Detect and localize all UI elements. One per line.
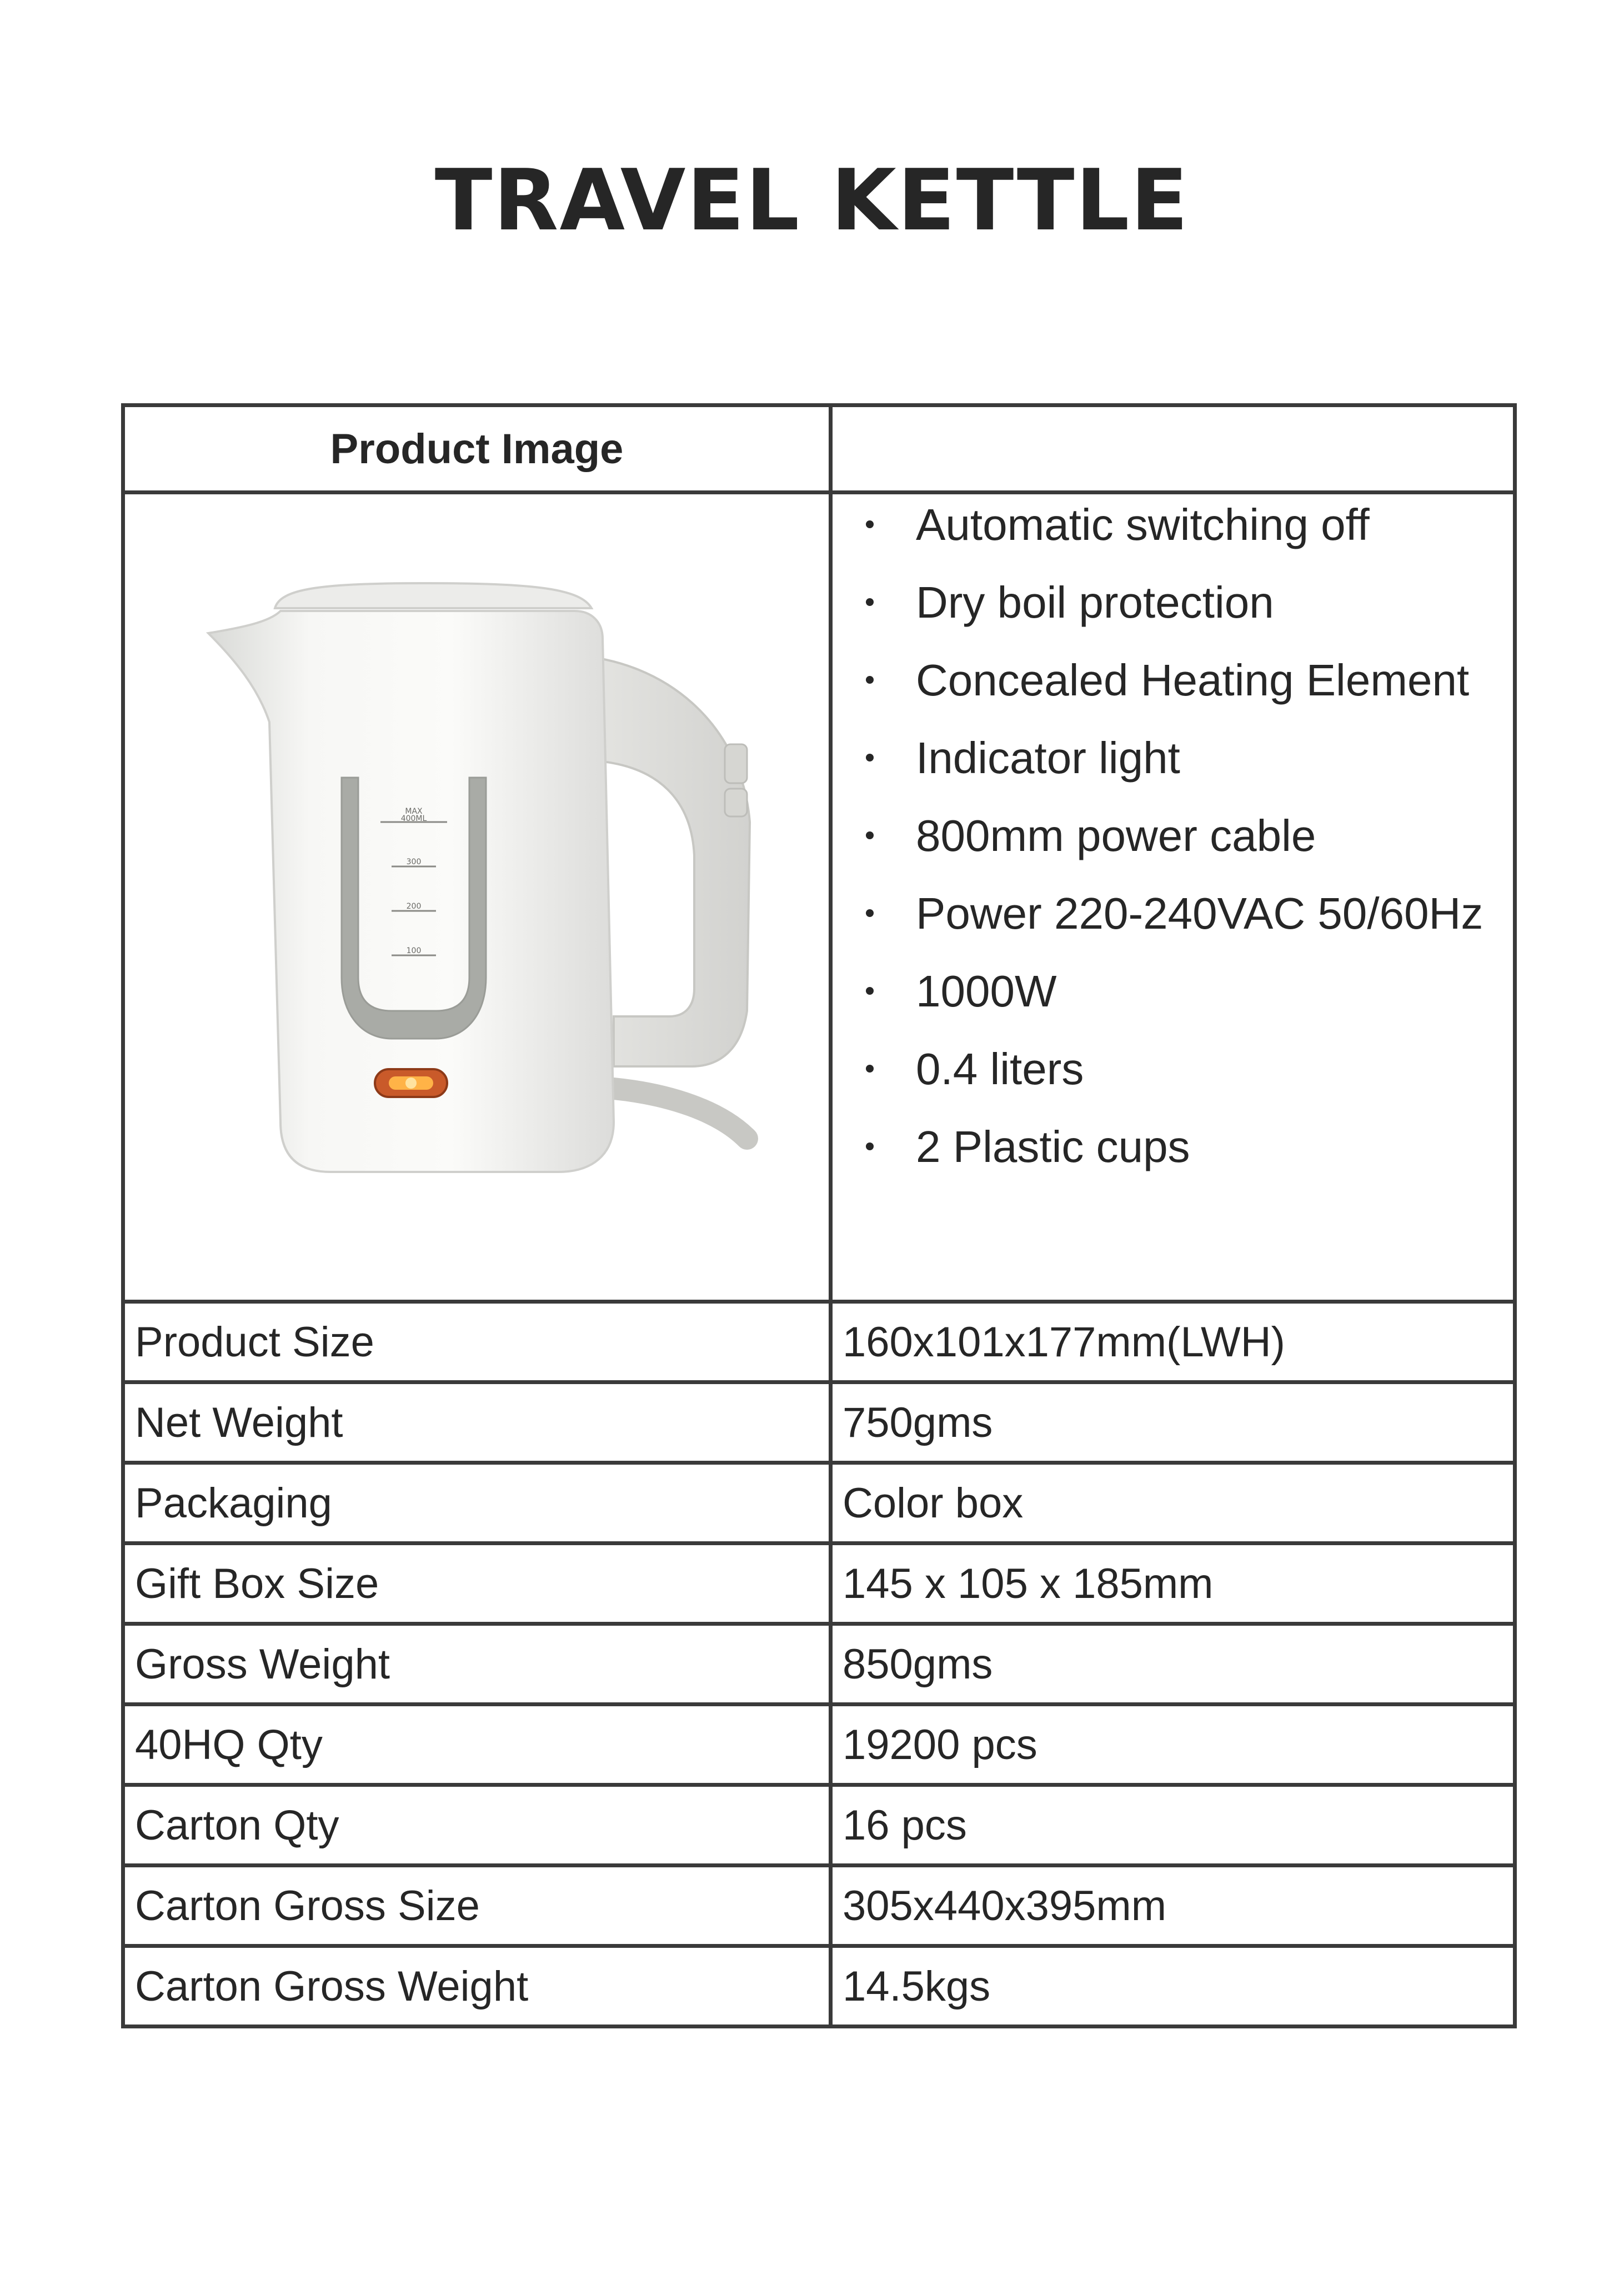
- list-item: 1000W: [866, 953, 1513, 1030]
- svg-text:400ML: 400ML: [400, 814, 427, 823]
- row-value: 16 pcs: [831, 1785, 1515, 1866]
- row-value: 750gms: [831, 1382, 1515, 1463]
- table-row: [123, 1785, 1515, 1866]
- svg-text:300: 300: [406, 858, 422, 866]
- row-value: 14.5kgs: [831, 1946, 1515, 2027]
- table-row: [123, 1382, 1515, 1463]
- row-value: 160x101x177mm(LWH): [831, 1302, 1515, 1382]
- table-header-row: [123, 405, 1515, 493]
- row-value: Color box: [831, 1463, 1515, 1544]
- row-label: Packaging: [123, 1463, 831, 1544]
- product-image-cell: [123, 493, 831, 1302]
- kettle-image: [192, 578, 769, 1216]
- table-row: [123, 1463, 1515, 1544]
- features-list: [833, 486, 1513, 1186]
- list-item: 2 Plastic cups: [866, 1108, 1513, 1186]
- table-row: [123, 1946, 1515, 2027]
- list-item: Automatic switching off: [866, 486, 1513, 564]
- row-label: Carton Gross Weight: [123, 1946, 831, 2027]
- row-value: 145 x 105 x 185mm: [831, 1544, 1515, 1624]
- page-title: TRAVEL KETTLE: [434, 151, 1190, 249]
- svg-text:MAX: MAX: [405, 807, 423, 816]
- list-item: Power 220-240VAC 50/60Hz: [866, 875, 1513, 953]
- spec-table: [121, 403, 1517, 2028]
- svg-text:100: 100: [406, 946, 422, 955]
- list-item: Indicator light: [866, 719, 1513, 797]
- list-item: Dry boil protection: [866, 564, 1513, 642]
- list-item: 0.4 liters: [866, 1030, 1513, 1108]
- row-value: 19200 pcs: [831, 1705, 1515, 1785]
- table-row: [123, 1302, 1515, 1382]
- row-value: 305x440x395mm: [831, 1866, 1515, 1946]
- row-label: Net Weight: [123, 1382, 831, 1463]
- table-row: [123, 1705, 1515, 1785]
- features-cell: [831, 493, 1515, 1302]
- row-label: Gift Box Size: [123, 1544, 831, 1624]
- product-image-header: Product Image: [123, 405, 831, 493]
- table-row: [123, 1624, 1515, 1705]
- table-row: [123, 1866, 1515, 1946]
- row-value: 850gms: [831, 1624, 1515, 1705]
- row-label: Product Size: [123, 1302, 831, 1382]
- svg-text:200: 200: [406, 902, 422, 911]
- list-item: 800mm power cable: [866, 797, 1513, 875]
- row-label: Carton Qty: [123, 1785, 831, 1866]
- row-label: 40HQ Qty: [123, 1705, 831, 1785]
- image-features-row: [123, 493, 1515, 1302]
- empty-header-cell: [831, 405, 1515, 493]
- row-label: Gross Weight: [123, 1624, 831, 1705]
- row-label: Carton Gross Size: [123, 1866, 831, 1946]
- table-row: [123, 1544, 1515, 1624]
- list-item: Concealed Heating Element: [866, 642, 1513, 719]
